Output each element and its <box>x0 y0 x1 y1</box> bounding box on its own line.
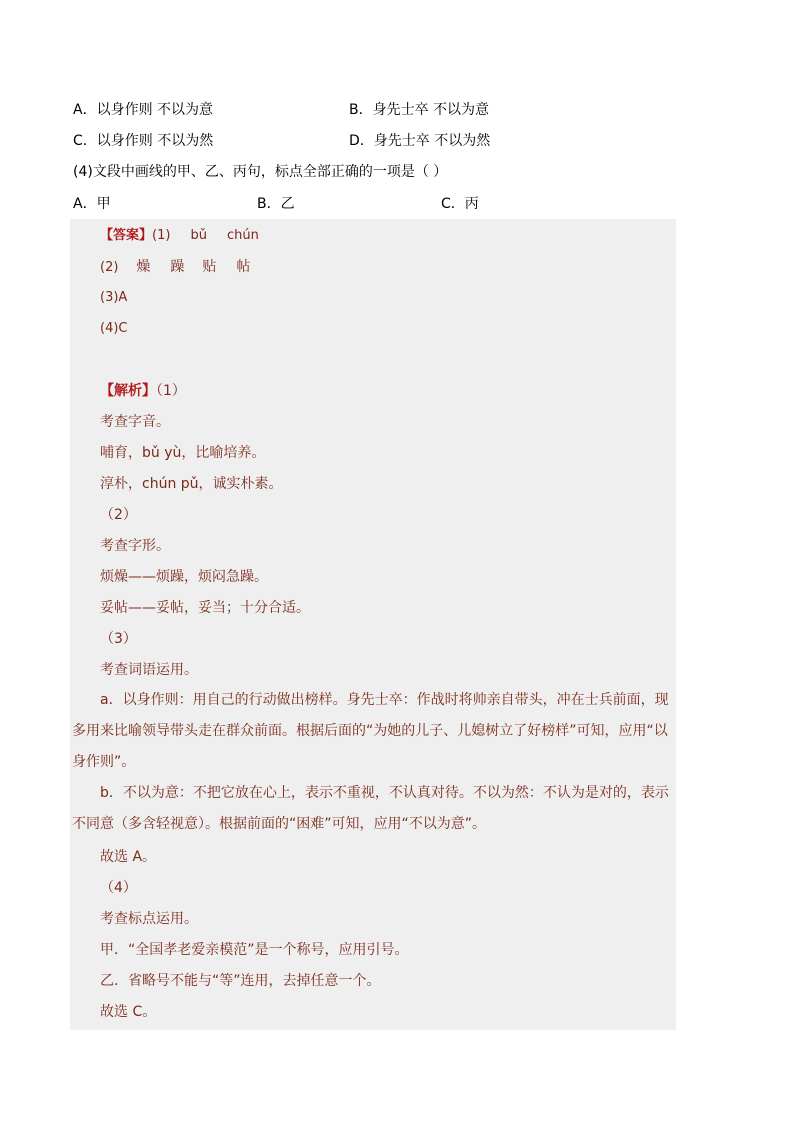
analysis-3-paragraph-a: a．以身作则：用自己的行动做出榜样。身先士卒：作战时将帅亲自带头，冲在士兵前面，现多用来比喻领导带头走在群众前面。根据后面的“为她的儿子、儿媳树立了好榜样”可知，应用“以身作则”。 <box>72 692 669 770</box>
analysis-1-meaning-2: ，诚实朴素。 <box>198 476 283 492</box>
analysis-2-line-2: 妥帖——妥帖，妥当；十分合适。 <box>100 600 310 616</box>
analysis-4-line-2: 乙．省略号不能与“等”连用，去掉任意一个。 <box>100 973 381 989</box>
analysis-2-line-1: 烦燥——烦躁，烦闷急躁。 <box>100 569 268 585</box>
answer-2-num: (2) <box>100 260 119 275</box>
analysis-1-line-2 <box>100 474 283 494</box>
answer-2-char-3: 贴 <box>202 259 217 275</box>
answer-1-pinyin-2: chún <box>226 228 259 243</box>
analysis-bracket: 【解析】 <box>100 383 156 399</box>
answer-1-num: (1) <box>152 228 171 243</box>
analysis-1-line-1 <box>100 443 265 463</box>
answer-line-2 <box>100 257 250 278</box>
answer-box <box>70 219 676 1030</box>
answer-2-char-2: 躁 <box>170 259 185 275</box>
option-a: A．以身作则 不以为意 <box>73 102 214 118</box>
answer-2-char-4: 帖 <box>236 259 251 275</box>
analysis-3-num: （3） <box>100 631 137 647</box>
q4-option-a: A．甲 <box>73 196 111 212</box>
analysis-header <box>100 381 186 401</box>
answer-line-3: (3)A <box>100 290 128 305</box>
analysis-3-conclusion: 故选 A。 <box>100 849 157 865</box>
analysis-1-word-1: 哺育， <box>100 445 142 461</box>
analysis-1-word-2: 淳朴， <box>100 476 142 492</box>
option-d: D．身先士卒 不以为然 <box>349 133 491 149</box>
analysis-1-meaning-1: ，比喻培养。 <box>181 445 266 461</box>
option-b: B．身先士卒 不以为意 <box>349 102 490 118</box>
analysis-4-title: 考查标点运用。 <box>100 911 198 927</box>
analysis-4-num: （4） <box>100 880 137 896</box>
analysis-1-num: （1） <box>156 383 186 399</box>
option-c: C．以身作则 不以为然 <box>73 133 214 149</box>
analysis-4-line-1: 甲．“全国孝老爱亲模范”是一个称号，应用引号。 <box>100 942 409 958</box>
answer-line-1 <box>100 226 259 246</box>
analysis-3-paragraph-b: b．不以为意：不把它放在心上，表示不重视，不认真对待。不以为然：不认为是对的，表示不同意（多含轻视意）。根据前面的“困难”可知，应用“不以为意”。 <box>72 785 669 832</box>
q4-option-b: B．乙 <box>257 196 295 212</box>
analysis-2-title: 考查字形。 <box>100 538 170 554</box>
analysis-1-pinyin-1: bǔ yù <box>142 445 182 461</box>
analysis-1-pinyin-2: chún pǔ <box>142 476 199 492</box>
answer-2-char-1: 燥 <box>136 259 151 275</box>
analysis-4-conclusion: 故选 C。 <box>100 1004 157 1020</box>
q4-option-c: C．丙 <box>441 196 479 212</box>
analysis-2-num: （2） <box>100 507 137 523</box>
answer-1-pinyin-1: bǔ <box>190 228 207 243</box>
answer-line-4: (4)C <box>100 321 128 336</box>
answer-bracket: 【答案】 <box>100 228 153 243</box>
analysis-1-title: 考查字音。 <box>100 414 170 430</box>
question-4-stem: (4)文段中画线的甲、乙、丙句，标点全部正确的一项是（ ） <box>73 164 448 180</box>
analysis-3-title: 考查词语运用。 <box>100 662 198 678</box>
